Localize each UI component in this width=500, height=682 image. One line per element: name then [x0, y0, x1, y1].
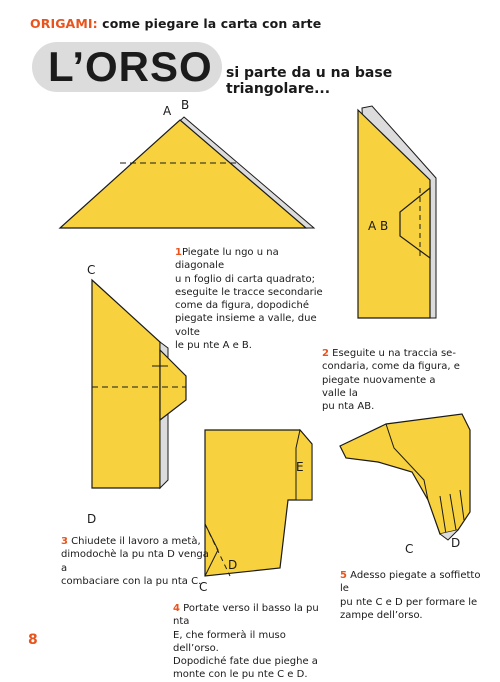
- page-subtitle: si parte da u na base triangolare...: [226, 65, 393, 97]
- step-1-line: le pu nte A e B.: [175, 340, 252, 352]
- figure-1-triangle: [60, 117, 314, 228]
- step-2-line: Eseguite u na traccia se-: [332, 348, 456, 359]
- series-title-rest: come piegare la carta con arte: [97, 16, 322, 31]
- step-4-line: E, che formerà il muso dell’orso.: [173, 629, 286, 654]
- step-5-line: Adesso piegate a soffietto le: [340, 570, 481, 595]
- step-1-text: [175, 246, 325, 352]
- page-title: L’ORSO: [48, 43, 213, 90]
- step-5-line: zampe dell’orso.: [340, 609, 423, 621]
- step-2-line: piegate nuovamente a valle la: [322, 374, 436, 399]
- step-4-line: monte con le pu nte C e D.: [173, 669, 308, 681]
- label-fig3-c: C: [87, 263, 96, 277]
- step-1-line: Piegate lu ngo u na diagonale: [175, 247, 279, 272]
- step-1-number: 1: [175, 247, 182, 258]
- label-fig4-d: D: [228, 558, 238, 572]
- label-fig4-c: C: [199, 580, 208, 594]
- step-4-number: 4: [173, 603, 180, 614]
- step-5-line: pu nte C e D per formare le: [340, 596, 478, 608]
- step-4-line: Portate verso il basso la pu nta: [173, 603, 319, 628]
- step-1-line: piegate insieme a valle, due volte: [175, 313, 317, 338]
- figure-4-bear-head: [205, 430, 312, 576]
- label-fig1-a: A: [163, 104, 172, 118]
- step-5-text: [340, 569, 490, 622]
- label-fig2-ab: A B: [368, 219, 389, 233]
- step-3-line: dimodochè la pu nta D venga a: [61, 549, 209, 574]
- step-2-number: 2: [322, 348, 329, 359]
- step-4-text: [173, 602, 333, 682]
- label-fig5-d: D: [451, 536, 461, 550]
- series-title-accent: ORIGAMI:: [30, 16, 98, 31]
- step-2-text: [322, 347, 462, 413]
- step-1-line: eseguite le tracce secondarie: [175, 286, 323, 298]
- step-3-line: combaciare con la pu nta C.: [61, 575, 202, 587]
- figure-5-bear: [340, 414, 470, 540]
- page-number: 8: [28, 632, 38, 648]
- label-fig1-b: B: [181, 98, 190, 112]
- figure-3-half-fold: [92, 280, 186, 488]
- step-3-text: [61, 535, 211, 588]
- label-fig3-d: D: [87, 512, 97, 526]
- figure-2-vertical-fold: [358, 106, 436, 318]
- step-2-line: condaria, come da figura, e: [322, 361, 460, 373]
- step-3-number: 3: [61, 536, 68, 547]
- step-5-number: 5: [340, 570, 347, 581]
- label-fig4-e: E: [296, 460, 304, 474]
- label-fig5-c: C: [405, 542, 414, 556]
- step-1-line: u n foglio di carta quadrato;: [175, 273, 315, 285]
- step-4-line: Dopodiché fate due pieghe a: [173, 656, 318, 668]
- step-2-line: pu nta AB.: [322, 401, 375, 413]
- step-1-line: come da figura, dopodiché: [175, 300, 309, 312]
- step-3-line: Chiudete il lavoro a metà,: [71, 536, 201, 547]
